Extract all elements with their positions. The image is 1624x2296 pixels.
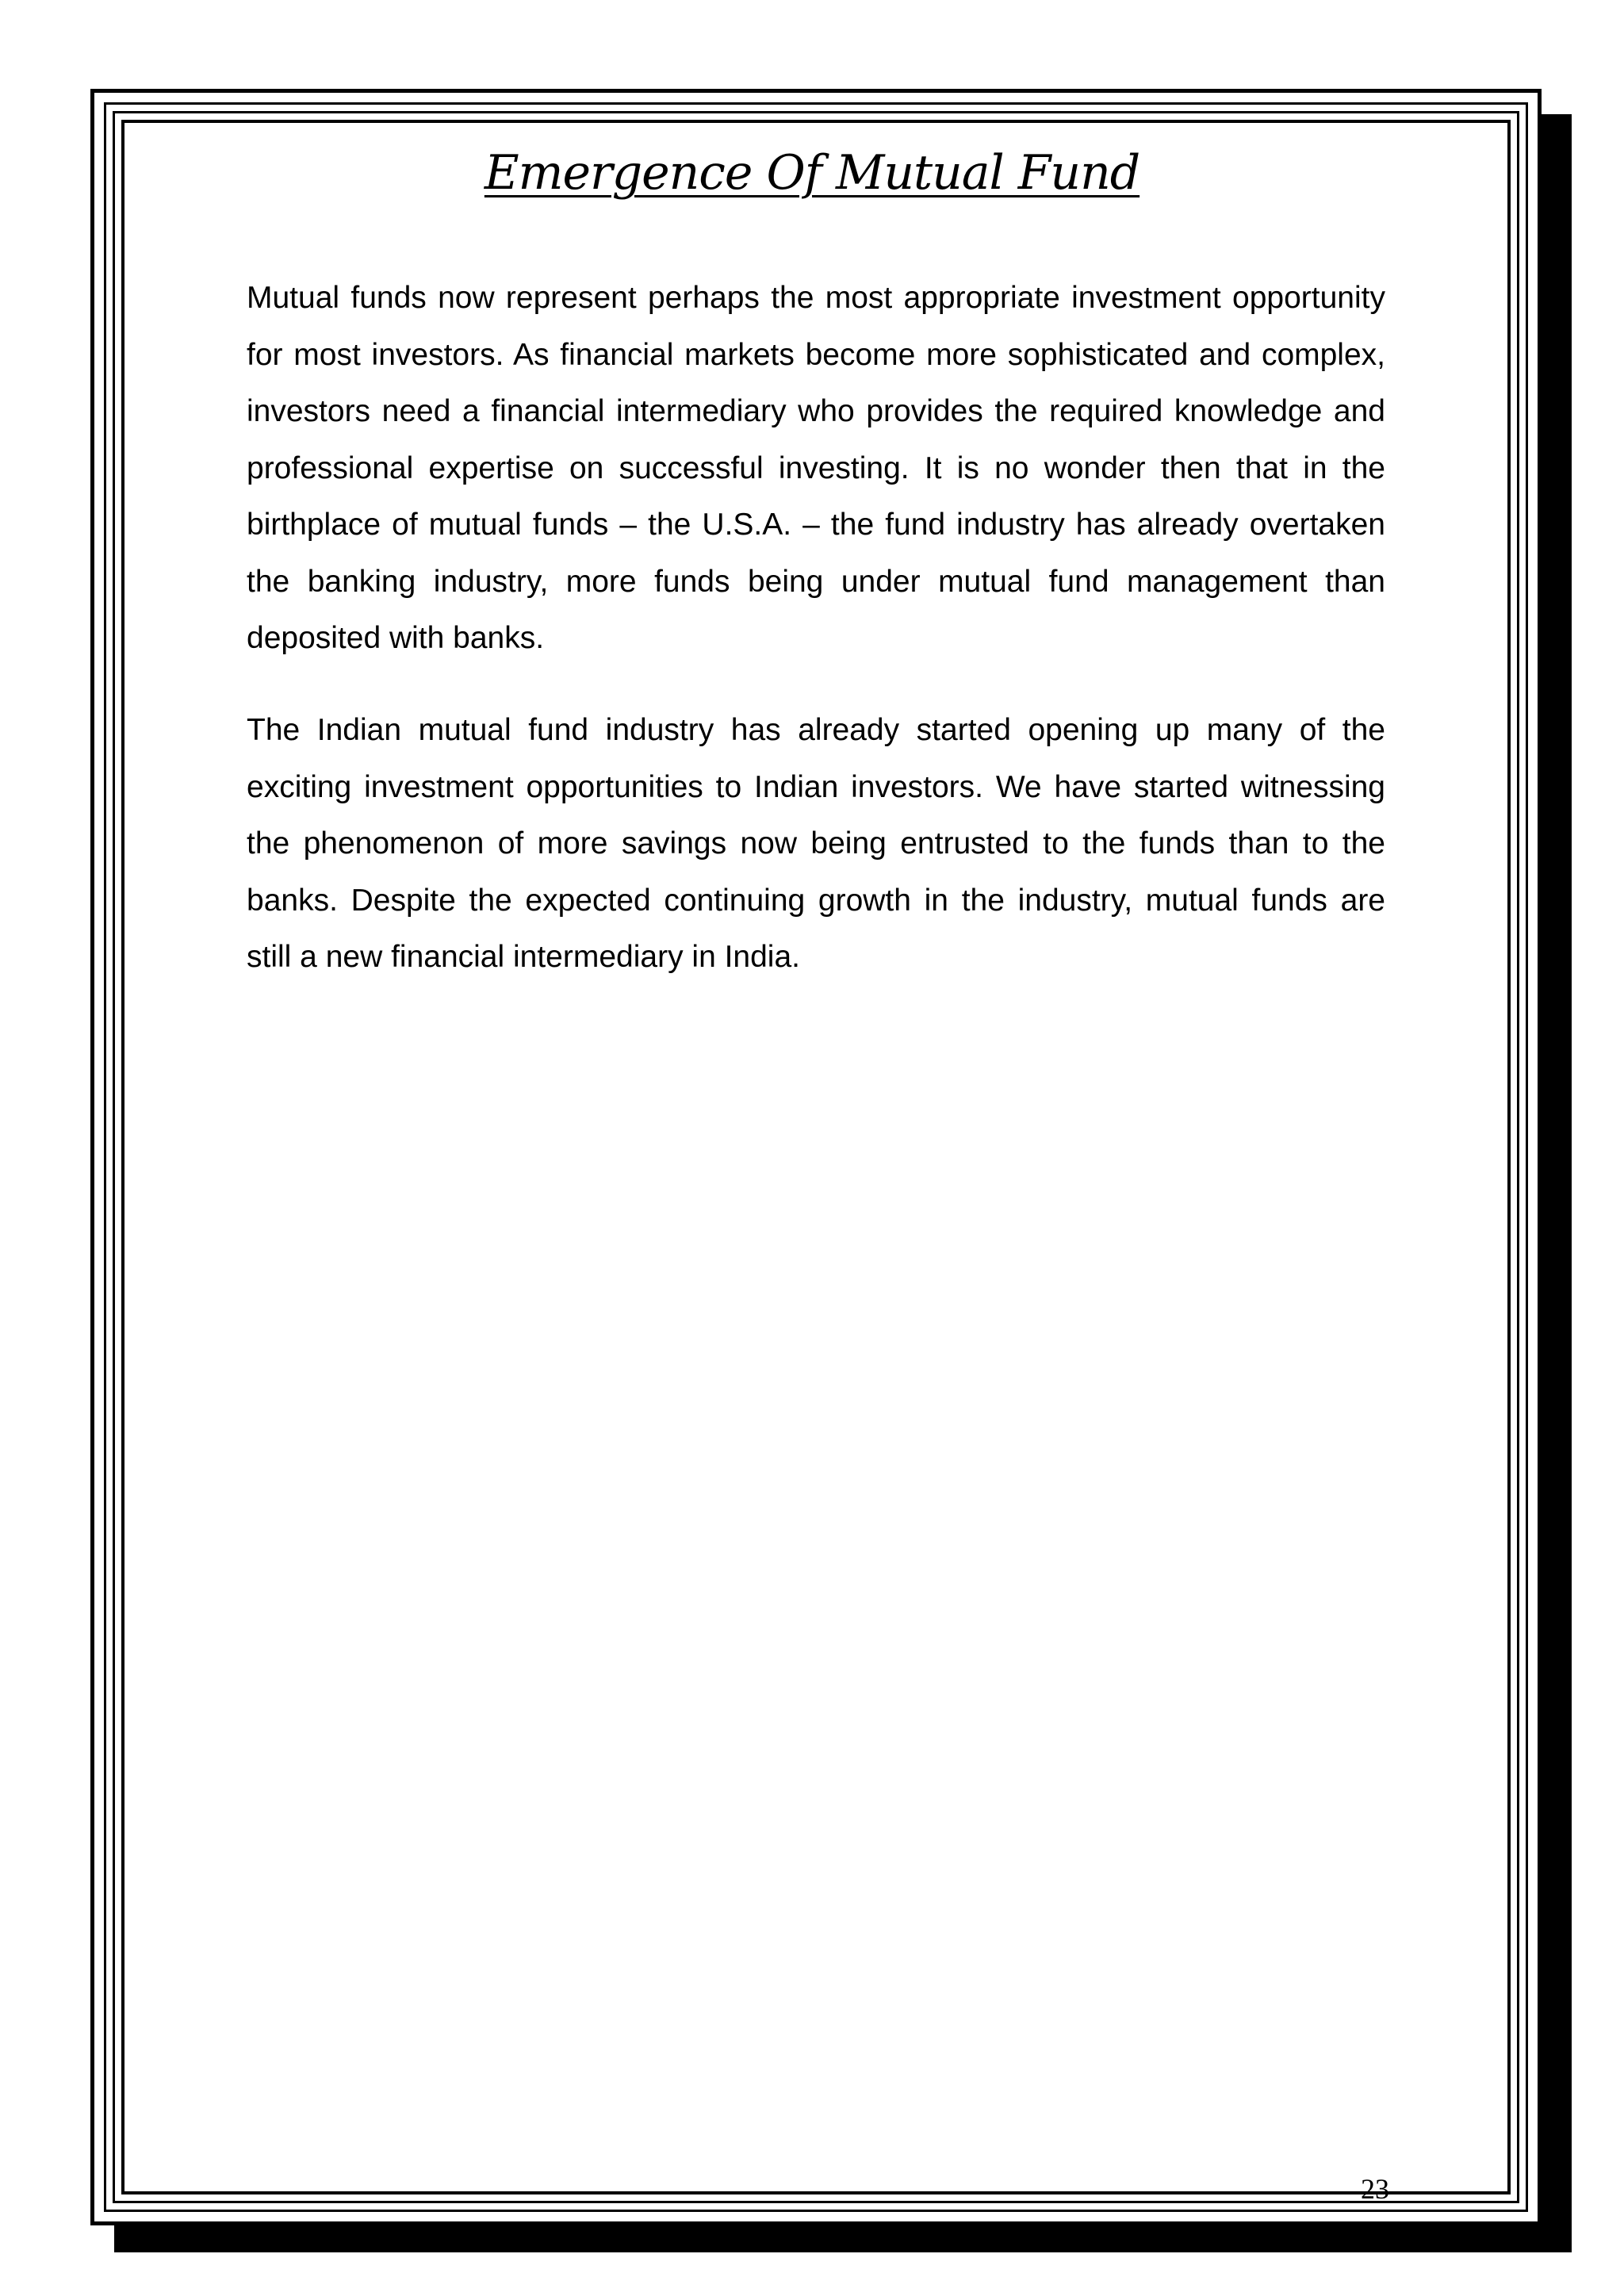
body-paragraph: The Indian mutual fund industry has already started opening up many of the exciting investment opportunities to Indian investors. We have started witnessing the phenomenon of more savings now being entrusted to the funds than to the banks. Despite the expected continuing growth in the industry, mutual funds are still a new financial intermediary in India. bbox=[247, 713, 1385, 974]
body-paragraph: Mutual funds now represent perhaps the most appropriate investment opportunity for most investors. As financial markets become more sophisticated and complex, investors need a financial intermediary who provides the required knowledge and professional expertise on successful investing. It is no wonder then that in the birthplace of mutual funds – the U.S.A. – the fund industry has already overtaken the banking industry, more funds being under mutual fund management than deposited with banks. bbox=[247, 281, 1385, 655]
page-title-text: Emergence Of Mutual Fund bbox=[484, 145, 1140, 201]
page-number: 23 bbox=[1361, 2173, 1389, 2205]
page-title bbox=[0, 141, 1624, 205]
